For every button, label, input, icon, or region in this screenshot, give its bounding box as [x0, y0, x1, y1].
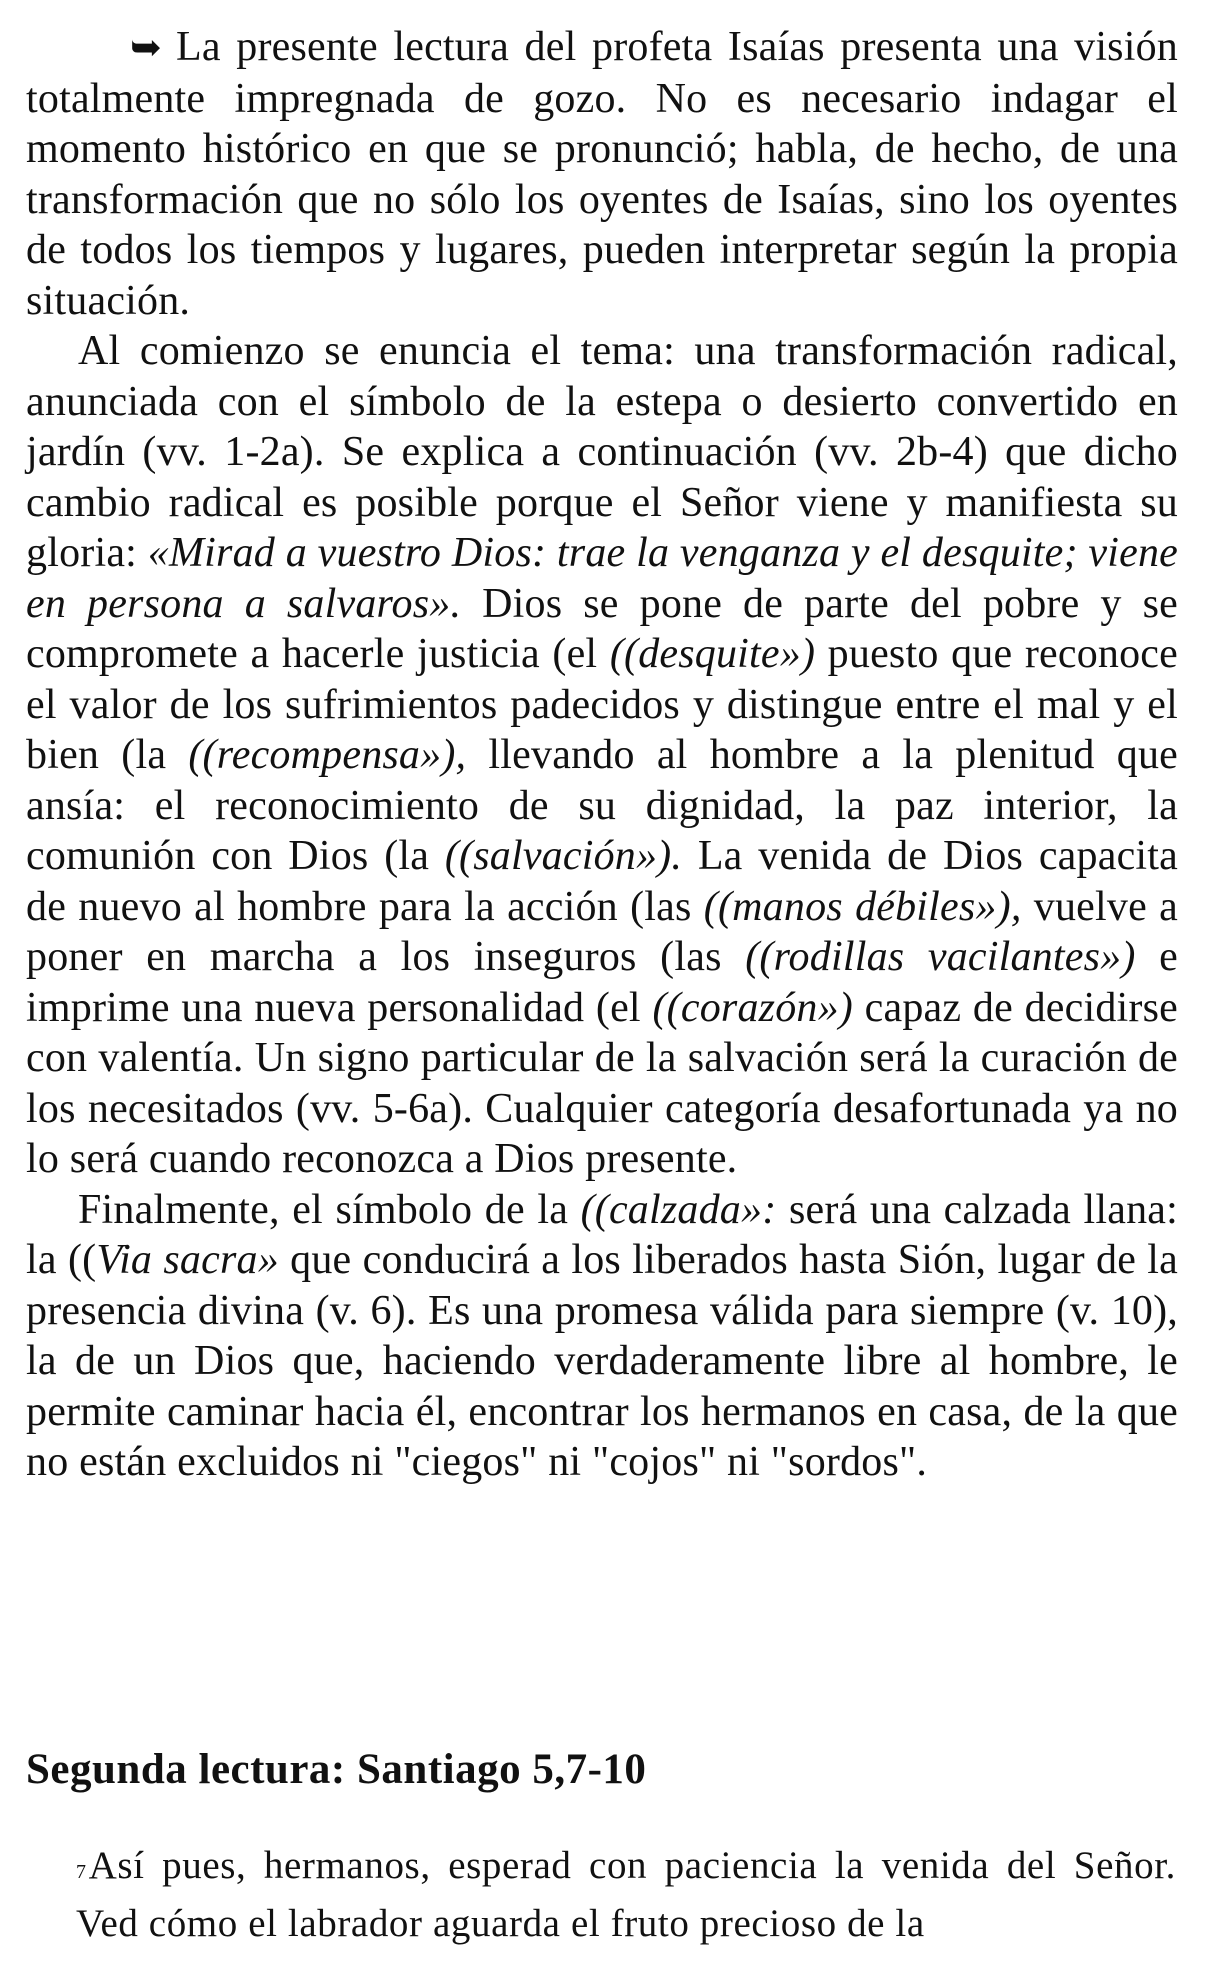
commentary-paragraph-3 [26, 1185, 1178, 1488]
quote-rodillas-vacilantes: ((rodillas vacilantes») [745, 934, 1136, 980]
quote-calzada: ((calzada»: [580, 1186, 777, 1233]
paragraph-2-text-6: vuelve a poner en marcha a los inseguros (las [26, 883, 1178, 980]
quote-via-sacra: Via sacra» [96, 1237, 279, 1283]
quote-salvacion: ((salvación»). [444, 833, 683, 879]
paragraph-2-text-4: llevando al hombre a la plenitud que ansía: el reconocimiento de su dignidad, la paz interior, la comunión con Dios (la [26, 732, 1178, 879]
commentary-paragraph-1 [26, 22, 1178, 326]
paragraph-3-text-1: Finalmente, el símbolo de la [78, 1186, 581, 1233]
paragraph-2-text-2: Dios se pone de parte del pobre y se compromete a hacerle justicia (el [26, 580, 1178, 677]
commentary-section [26, 22, 1178, 1488]
second-reading-heading: Segunda lectura: Santiago 5,7-10 [26, 1746, 647, 1793]
quote-recompensa: ((recompensa»), [188, 732, 467, 778]
quote-mirad-a-vuestro-dios: «Mirad a vuestro Dios: trae la venganza y el desquite; viene en persona a salvaros». [26, 530, 1178, 627]
paragraph-3-text-3: que conducirá a los liberados hasta Sión, lugar de la presencia divina (v. 6). Es una promesa válida para siempre (v. 10), la de un Dios que, haciendo verdaderamente libre al hombre, le permite caminar hacia él, encontrar los hermanos en casa, de la que no están excluidos ni "ciegos" ni "cojos" ni "sordos". [26, 1237, 1178, 1485]
quote-manos-debiles: ((manos débiles»), [703, 883, 1022, 930]
paragraph-2-text-7: e imprime una nueva personalidad (el [26, 934, 1178, 1031]
quote-desquite: ((desquite») [609, 631, 816, 677]
quote-corazon: ((corazón») [652, 984, 853, 1031]
paragraph-2-text-5: La venida de Dios capacita de nuevo al hombre para la acción (las [26, 833, 1178, 930]
paragraph-2-text-3: puesto que reconoce el valor de los sufrimientos padecidos y distingue entre el mal y el bien (la [26, 631, 1178, 778]
commentary-paragraph-2 [26, 326, 1178, 1185]
paragraph-3-text-2: será una calzada llana: la (( [26, 1186, 1178, 1283]
paragraph-2-text-8: capaz de decidirse con valentía. Un signo particular de la salvación será la curación de los necesitados (vv. 5-6a). Cualquier categoría desafortunada ya no lo será cuando reconozca a Dios presente. [26, 984, 1178, 1182]
second-reading-text [76, 1840, 1176, 1949]
right-arrow-icon: ➥ [130, 27, 163, 69]
verse-number: 7 [76, 1861, 87, 1883]
paragraph-1-text: La presente lectura del profeta Isaías presenta una visión totalmente impregnada de gozo. No es necesario indagar el momento histórico en que se pronunció; habla, de hecho, de una transformación que no sólo los oyentes de Isaías, sino los oyentes de todos los tiempos y lugares, pueden interpretar según la propia situación. [26, 24, 1178, 324]
verse-text: Así pues, hermanos, esperad con paciencia la venida del Señor. Ved cómo el labrador aguarda el fruto precioso de la [76, 1844, 1176, 1945]
paragraph-2-text-1: Al comienzo se enuncia el tema: una transformación radical, anunciada con el símbolo de la estepa o desierto convertido en jardín (vv. 1-2a). Se explica a continuación (vv. 2b-4) que dicho cambio radical es posible porque el Señor viene y manifiesta su gloria: [26, 328, 1178, 576]
